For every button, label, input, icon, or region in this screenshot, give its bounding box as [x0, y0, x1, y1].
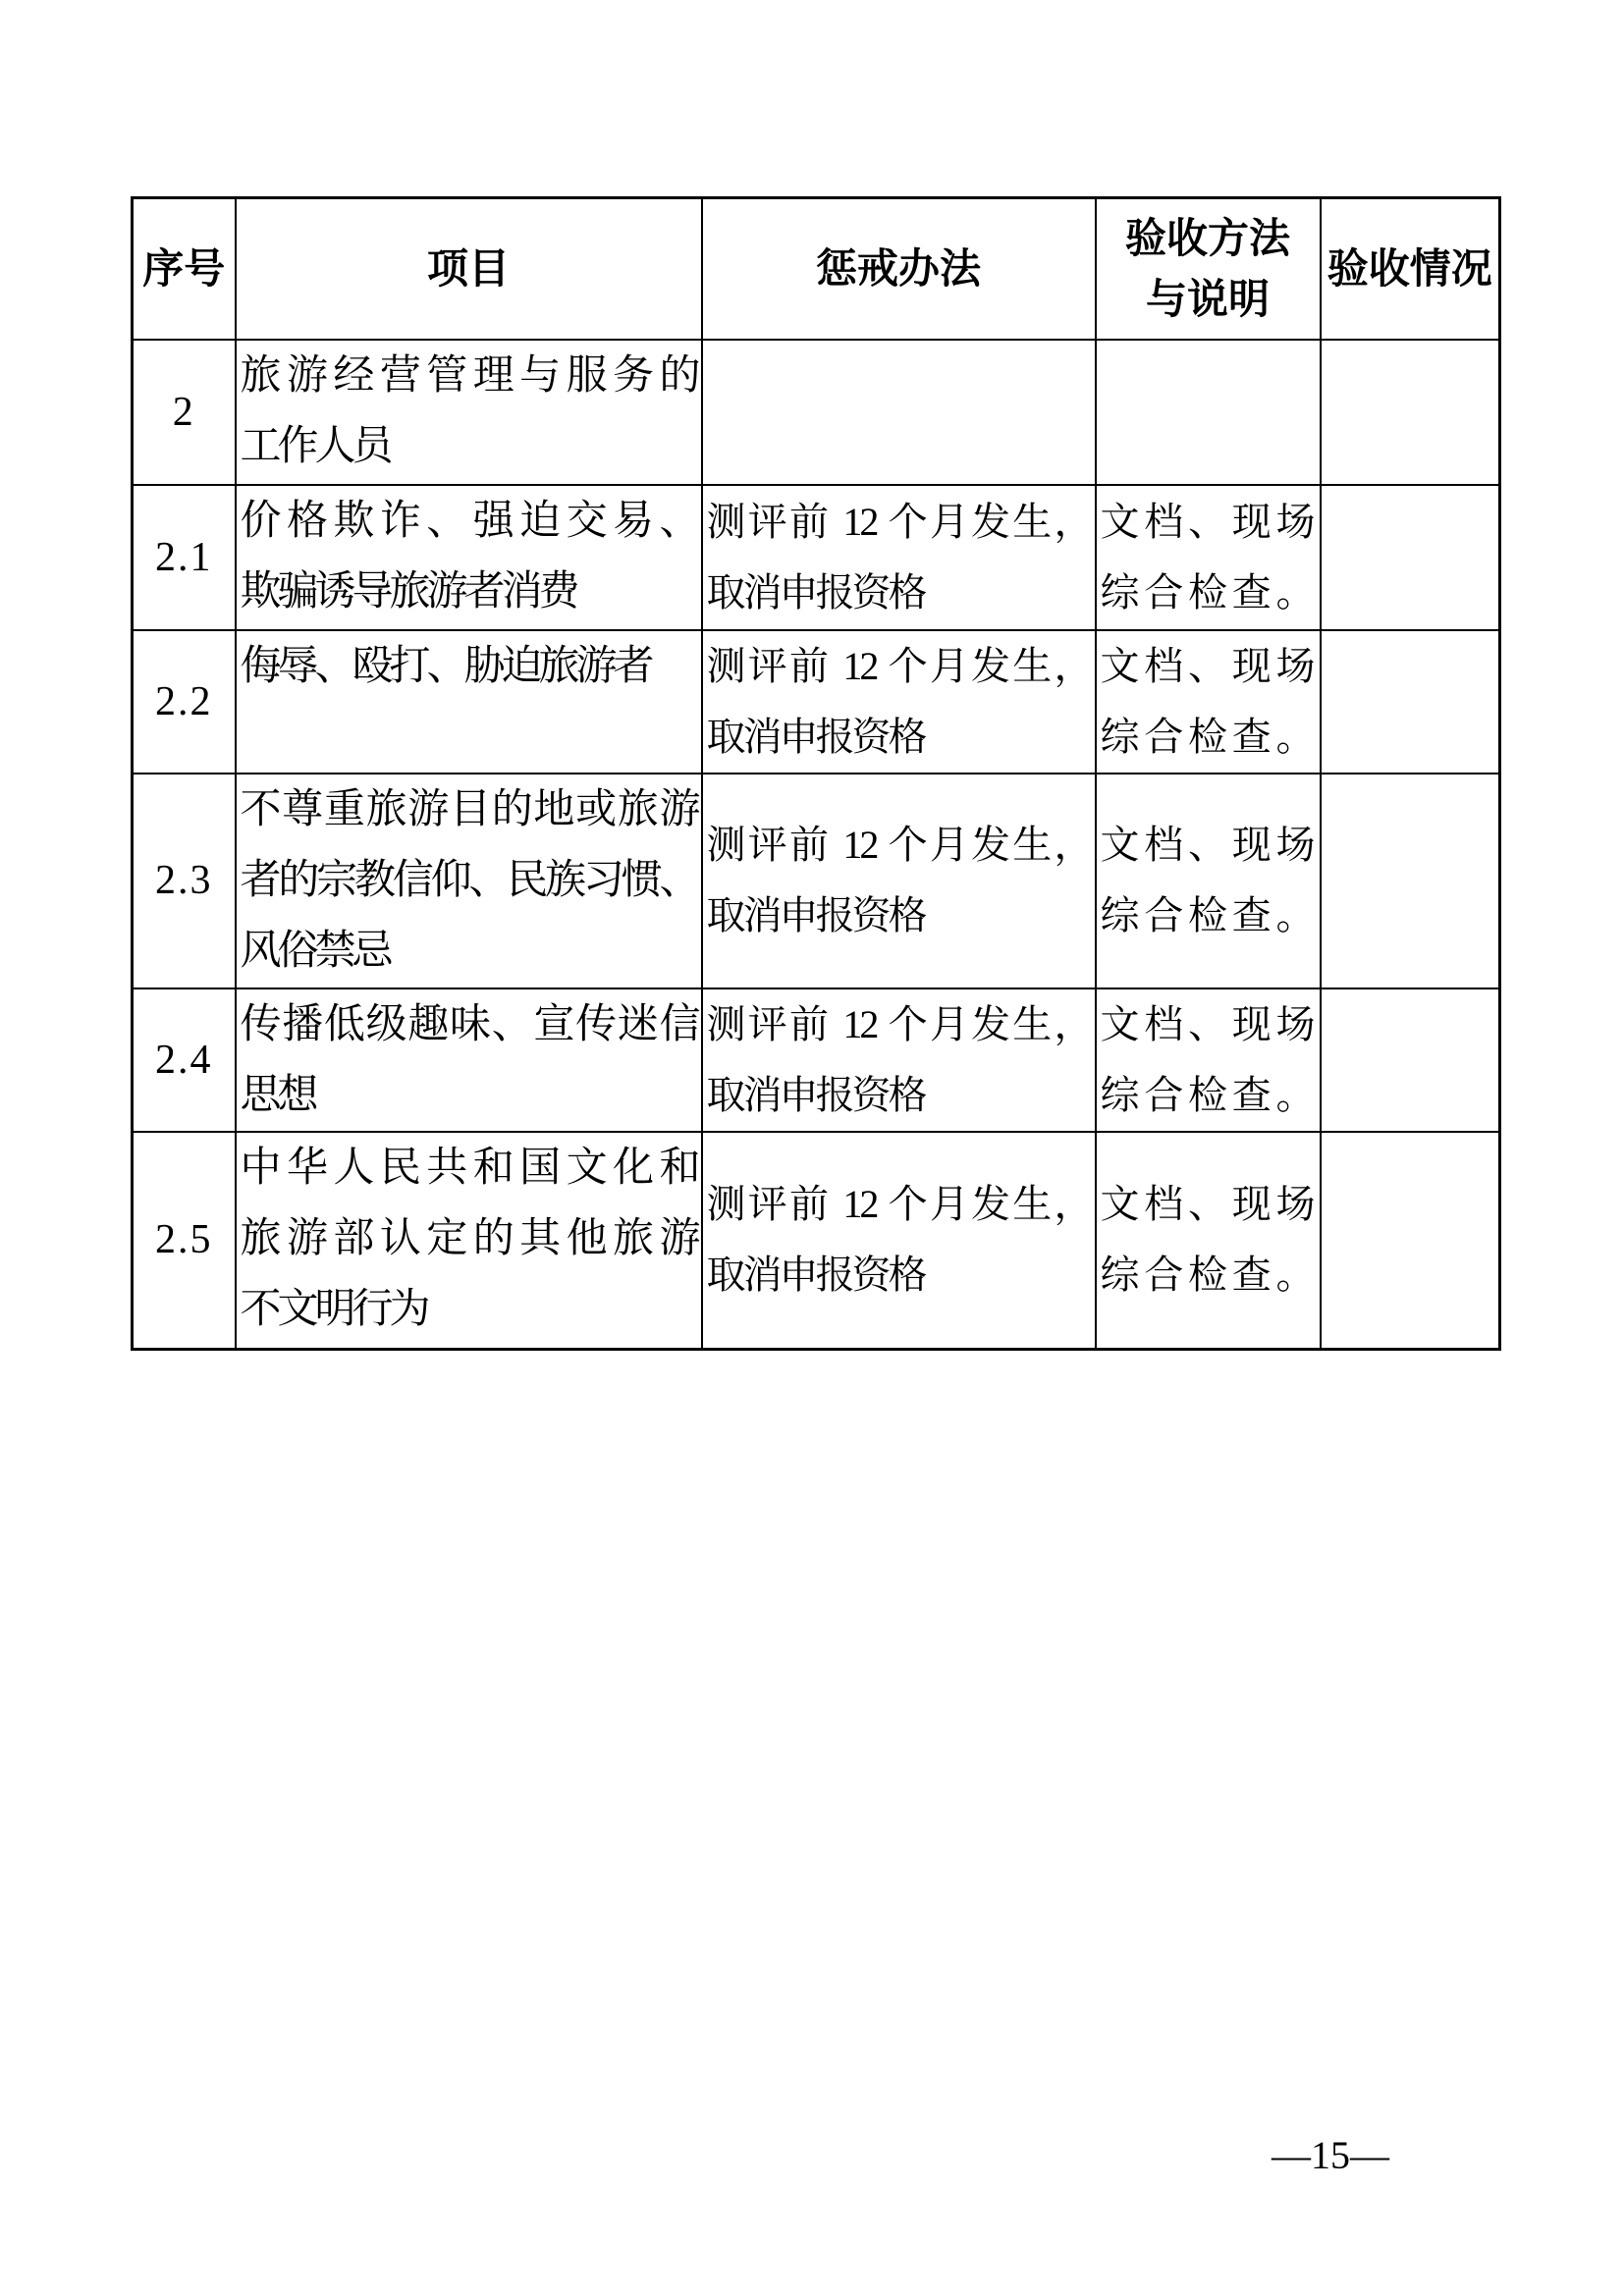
cell-item: 价格欺诈、强迫交易、 欺骗诱导旅游者消费 [236, 485, 702, 630]
cell-acceptance-method: 文档、现场 综合检查。 [1096, 988, 1321, 1132]
cell-serial-number: 2.4 [133, 988, 236, 1132]
cell-item: 中华人民共和国文化和 旅游部认定的其他旅游 不文明行为 [236, 1132, 702, 1350]
cell-acceptance-status [1321, 988, 1500, 1132]
table-header-row [133, 198, 1500, 340]
table-row [133, 988, 1500, 1132]
page-number: —15— [1272, 2133, 1389, 2177]
table-row [133, 774, 1500, 988]
cell-item: 旅游经营管理与服务的 工作人员 [236, 340, 702, 485]
cell-acceptance-method: 文档、现场 综合检查。 [1096, 630, 1321, 774]
table-row [133, 1132, 1500, 1350]
cell-serial-number: 2.1 [133, 485, 236, 630]
cell-punishment: 测评前 12 个月发生， 取消申报资格 [702, 1132, 1096, 1350]
header-acceptance-status: 验收情况 [1321, 198, 1500, 340]
header-acceptance-method: 验收方法 与说明 [1096, 198, 1321, 340]
cell-acceptance-method: 文档、现场 综合检查。 [1096, 485, 1321, 630]
cell-item: 侮辱、殴打、胁迫旅游者 [236, 630, 702, 774]
cell-item: 传播低级趣味、宣传迷信 思想 [236, 988, 702, 1132]
cell-acceptance-status [1321, 630, 1500, 774]
cell-acceptance-status [1321, 1132, 1500, 1350]
cell-acceptance-method [1096, 340, 1321, 485]
header-item: 项目 [236, 198, 702, 340]
header-punishment: 惩戒办法 [702, 198, 1096, 340]
cell-punishment [702, 340, 1096, 485]
cell-serial-number: 2.5 [133, 1132, 236, 1350]
table-row [133, 340, 1500, 485]
cell-punishment: 测评前 12 个月发生， 取消申报资格 [702, 774, 1096, 988]
header-serial-number: 序号 [133, 198, 236, 340]
cell-acceptance-status [1321, 340, 1500, 485]
cell-punishment: 测评前 12 个月发生， 取消申报资格 [702, 485, 1096, 630]
cell-acceptance-method: 文档、现场 综合检查。 [1096, 774, 1321, 988]
cell-acceptance-status [1321, 485, 1500, 630]
cell-acceptance-method: 文档、现场 综合检查。 [1096, 1132, 1321, 1350]
cell-punishment: 测评前 12 个月发生， 取消申报资格 [702, 630, 1096, 774]
cell-acceptance-status [1321, 774, 1500, 988]
cell-serial-number: 2.3 [133, 774, 236, 988]
cell-serial-number: 2.2 [133, 630, 236, 774]
cell-punishment: 测评前 12 个月发生， 取消申报资格 [702, 988, 1096, 1132]
cell-serial-number: 2 [133, 340, 236, 485]
acceptance-criteria-table [131, 196, 1501, 1351]
cell-item: 不尊重旅游目的地或旅游 者的宗教信仰、民族习惯、 风俗禁忌 [236, 774, 702, 988]
table-row [133, 485, 1500, 630]
table-row [133, 630, 1500, 774]
